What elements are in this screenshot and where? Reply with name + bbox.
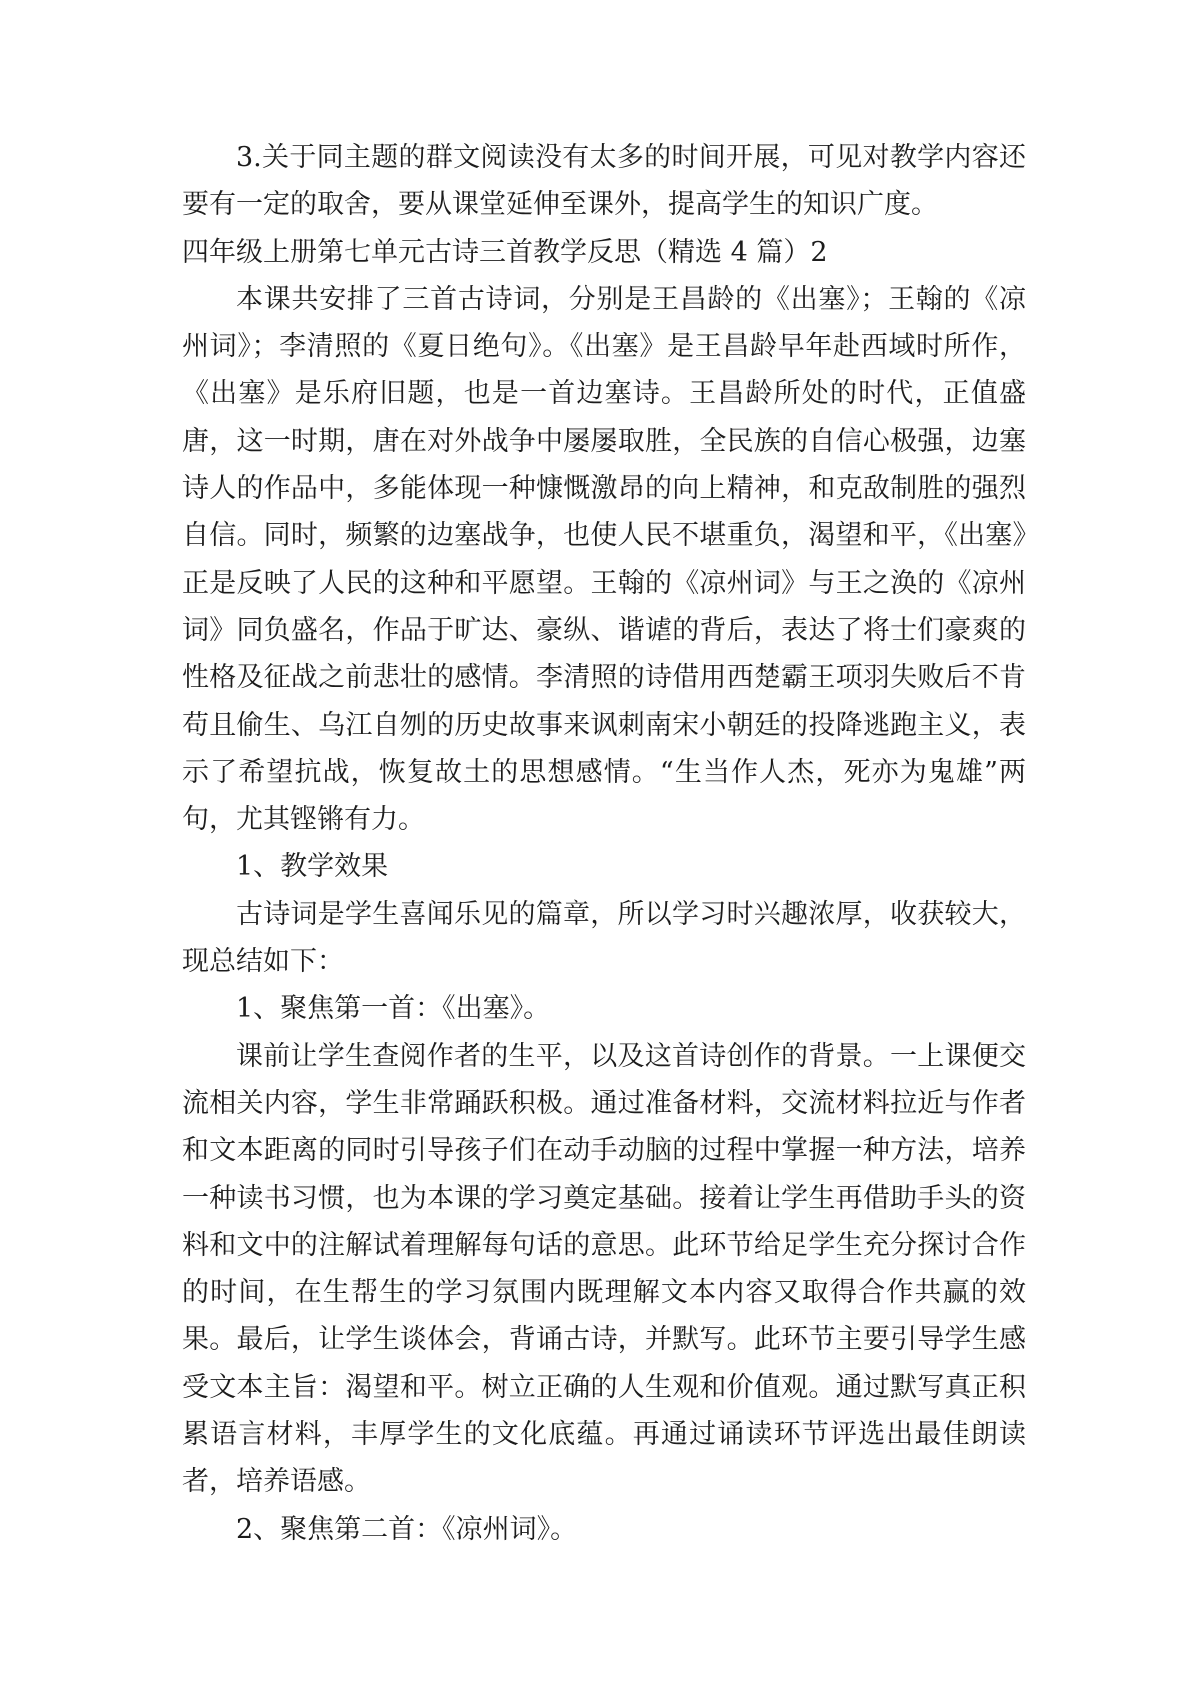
paragraph-summary-intro: 古诗词是学生喜闻乐见的篇章，所以学习时兴趣浓厚，收获较大，现总结如下：: [182, 898, 1026, 978]
subheading-second-poem: 2、聚焦第二首：《凉州词》。: [236, 1513, 578, 1545]
paragraph-poems-introduction: 本课共安排了三首古诗词，分别是王昌龄的《出塞》；王翰的《凉州词》；李清照的《夏日绝句》。《出塞》是王昌龄早年赴西域时所作，《出塞》是乐府旧题，也是一首边塞诗。王昌龄所处的时代，正值盛唐，这一时期，唐在对外战争中屡屡取胜，全民族的自信心极强，边塞诗人的作品中，多能体现一种慷慨激昂的向上精神，和克敌制胜的强烈自信。同时，频繁的边塞战争，也使人民不堪重负，渴望和平，《出塞》正是反映了人民的这种和平愿望。王翰的《凉州词》与王之涣的《凉州词》同负盛名，作品于旷达、豪纵、谐谑的背后，表达了将士们豪爽的性格及征战之前悲壮的感情。李清照的诗借用西楚霸王项羽失败后不肯苟且偷生、乌江自刎的历史故事来讽刺南宋小朝廷的投降逃跑主义，表示了希望抗战，恢复故土的思想感情。“生当作人杰，死亦为鬼雄”两句，尤其铿锵有力。: [182, 283, 1026, 836]
paragraph-group-reading-note: 3.关于同主题的群文阅读没有太多的时间开展，可见对教学内容还要有一定的取舍，要从课堂延伸至课外，提高学生的知识广度。: [182, 142, 1026, 221]
document-body: [182, 134, 1026, 1553]
subheading-first-poem: 1、聚焦第一首：《出塞》。: [236, 993, 551, 1025]
subheading-teaching-effect: 1、教学效果: [236, 851, 389, 883]
section-heading: 四年级上册第七单元古诗三首教学反思（精选 4 篇）2: [182, 236, 828, 268]
paragraph-first-poem-teaching: 课前让学生查阅作者的生平，以及这首诗创作的背景。一上课便交流相关内容，学生非常踊跃积极。通过准备材料，交流材料拉近与作者和文本距离的同时引导孩子们在动手动脑的过程中掌握一种方法，培养一种读书习惯，也为本课的学习奠定基础。接着让学生再借助手头的资料和文中的注解试着理解每句话的意思。此环节给足学生充分探讨合作的时间，在生帮生的学习氛围内既理解文本内容又取得合作共赢的效果。最后，让学生谈体会，背诵古诗，并默写。此环节主要引导学生感受文本主旨：渴望和平。树立正确的人生观和价值观。通过默写真正积累语言材料，丰厚学生的文化底蕴。再通过诵读环节评选出最佳朗读者，培养语感。: [182, 1040, 1026, 1498]
